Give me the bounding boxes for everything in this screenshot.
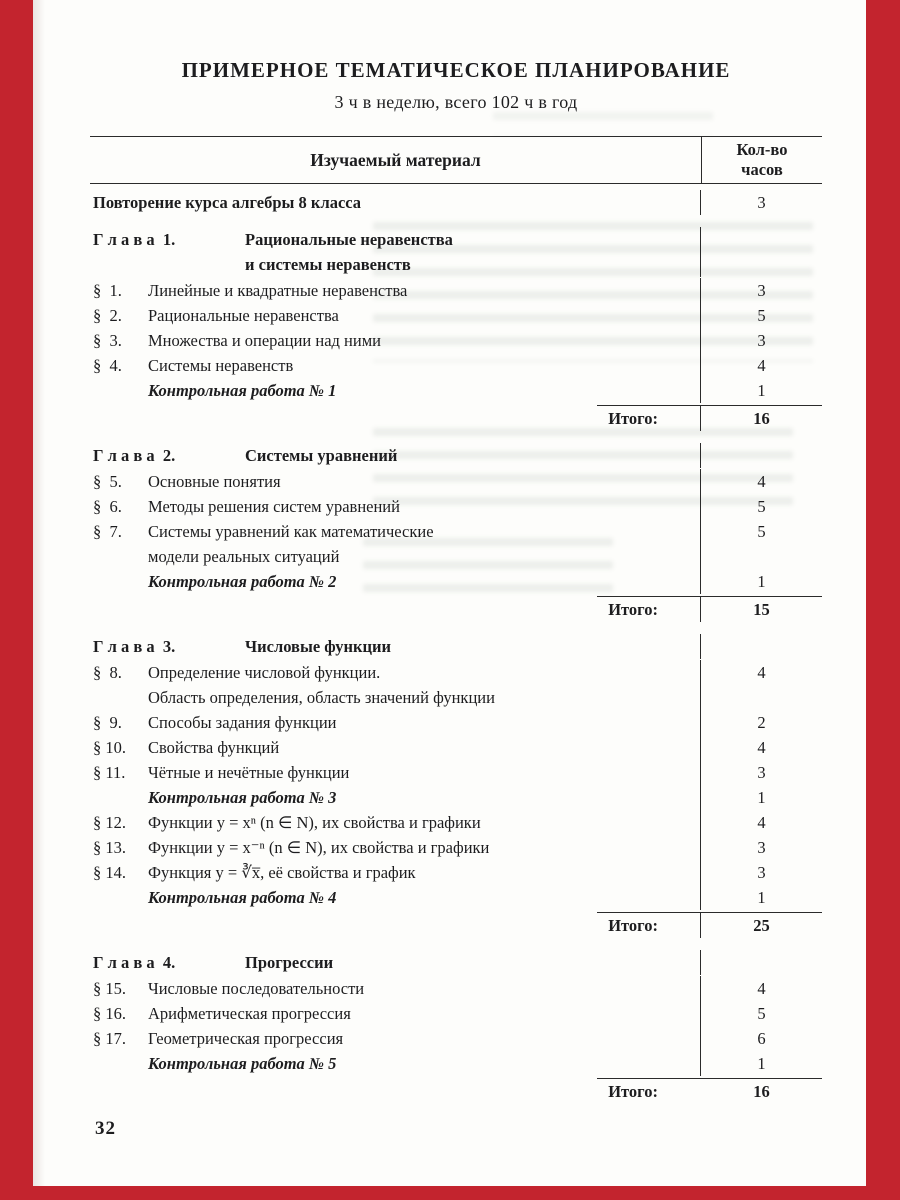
paragraph-number: § 17.	[93, 1029, 126, 1048]
paragraph-title-line: Функция y = ∛x̅, её свойства и график	[148, 863, 416, 882]
paragraph-number: § 1.	[93, 281, 122, 300]
paragraph-number: § 12.	[93, 813, 126, 832]
control-text: Контрольная работа № 2	[148, 572, 337, 591]
chapter-title-line: Прогрессии	[245, 953, 334, 972]
table-row	[90, 278, 822, 303]
paragraph-title	[148, 353, 694, 378]
row-hours	[700, 227, 822, 277]
row-content	[90, 569, 700, 594]
paragraph-title-line: Функции y = xⁿ (n ∈ N), их свойства и графики	[148, 813, 481, 832]
row-hours: 3	[700, 760, 822, 785]
paragraph-number: § 11.	[93, 763, 126, 782]
row-content	[90, 227, 700, 277]
table-row	[90, 885, 822, 910]
row-content	[90, 378, 700, 403]
row-content	[90, 353, 700, 378]
page-content	[90, 0, 822, 1107]
paragraph-title	[148, 810, 694, 835]
row-hours: 3	[700, 835, 822, 860]
paragraph-title-line: Системы неравенств	[148, 356, 294, 375]
row-hours: 4	[700, 976, 822, 1001]
row-hours: 3	[700, 328, 822, 353]
row-content	[90, 328, 700, 353]
row-hours: 15	[700, 597, 822, 622]
row-content	[90, 1001, 700, 1026]
table-row	[90, 760, 822, 785]
row-content	[90, 785, 700, 810]
paragraph-title-line: Множества и операции над ними	[148, 331, 381, 350]
row-hours: 16	[700, 406, 822, 431]
paragraph-number: § 4.	[93, 356, 122, 375]
row-hours: 3	[700, 860, 822, 885]
paragraph-number: § 5.	[93, 472, 122, 491]
total-text: Итого:	[608, 916, 658, 935]
header-material-label: Изучаемый материал	[310, 149, 481, 170]
row-content	[90, 660, 700, 710]
row-hours: 3	[700, 190, 822, 215]
total-text: Итого:	[608, 1082, 658, 1101]
book-page	[33, 0, 866, 1186]
paragraph-title	[148, 494, 694, 519]
control-text: Контрольная работа № 1	[148, 381, 337, 400]
paragraph-title	[148, 1001, 694, 1026]
table-row	[90, 190, 822, 215]
paragraph-title	[148, 710, 694, 735]
row-content	[90, 443, 700, 468]
total-text: Итого:	[608, 409, 658, 428]
row-content	[90, 190, 700, 215]
paragraph-title	[148, 660, 694, 710]
row-hours	[700, 950, 822, 975]
paragraph-number: § 3.	[93, 331, 122, 350]
table-row	[90, 569, 822, 594]
paragraph-title-line: Функции y = x⁻ⁿ (n ∈ N), их свойства и графики	[148, 838, 490, 857]
table-row	[90, 1079, 822, 1104]
row-content	[90, 278, 700, 303]
table-row	[90, 406, 822, 431]
table-row	[90, 227, 822, 277]
table-row	[90, 303, 822, 328]
row-hours: 1	[700, 885, 822, 910]
paragraph-number: § 16.	[93, 1004, 126, 1023]
row-hours: 4	[700, 810, 822, 835]
row-hours: 1	[700, 1051, 822, 1076]
row-hours: 25	[700, 913, 822, 938]
row-hours: 5	[700, 494, 822, 519]
table-row	[90, 785, 822, 810]
row-content	[90, 303, 700, 328]
row-content	[90, 634, 700, 659]
paragraph-title-line: Линейные и квадратные неравенства	[148, 281, 408, 300]
table-row	[90, 1051, 822, 1076]
control-text: Контрольная работа № 5	[148, 1054, 337, 1073]
chapter-title	[245, 227, 694, 277]
row-content	[90, 950, 700, 975]
paragraph-title-line: Свойства функций	[148, 738, 280, 757]
page-subtitle: 3 ч в неделю, всего 102 ч в год	[334, 92, 578, 112]
paragraph-title	[148, 303, 694, 328]
header-hours-label: Кол-во часов	[701, 137, 822, 183]
paragraph-title	[148, 1026, 694, 1051]
paragraph-title-line: модели реальных ситуаций	[148, 547, 340, 566]
row-content	[90, 1026, 700, 1051]
row-hours: 4	[700, 660, 822, 710]
heading-block	[90, 0, 822, 113]
row-hours: 1	[700, 785, 822, 810]
row-content	[90, 519, 700, 569]
chapter-label: Г л а в а 1.	[93, 230, 176, 249]
paragraph-title	[148, 278, 694, 303]
table-header	[90, 137, 822, 184]
table-row	[90, 810, 822, 835]
paragraph-title	[148, 976, 694, 1001]
row-content	[90, 835, 700, 860]
row-content	[90, 735, 700, 760]
section-text: Повторение курса алгебры 8 класса	[93, 193, 362, 212]
table-row	[90, 1026, 822, 1051]
paragraph-title-line: Методы решения систем уравнений	[148, 497, 400, 516]
paragraph-title-line: Числовые последовательности	[148, 979, 365, 998]
page-title: ПРИМЕРНОЕ ТЕМАТИЧЕСКОЕ ПЛАНИРОВАНИЕ	[181, 58, 731, 82]
chapter-label: Г л а в а 4.	[93, 953, 176, 972]
chapter-label: Г л а в а 2.	[93, 446, 176, 465]
table-row	[90, 597, 822, 622]
paragraph-number: § 10.	[93, 738, 126, 757]
paragraph-title-line: Чётные и нечётные функции	[148, 763, 350, 782]
total-text: Итого:	[608, 600, 658, 619]
paragraph-title	[148, 835, 694, 860]
table-row	[90, 494, 822, 519]
paragraph-title-line: Способы задания функции	[148, 713, 337, 732]
paragraph-number: § 9.	[93, 713, 122, 732]
paragraph-title	[148, 735, 694, 760]
paragraph-title-line: Геометрическая прогрессия	[148, 1029, 344, 1048]
row-content	[90, 1051, 700, 1076]
row-hours: 4	[700, 353, 822, 378]
paragraph-title-line: Системы уравнений как математические	[148, 522, 434, 541]
row-hours: 5	[700, 303, 822, 328]
row-content	[90, 976, 700, 1001]
paragraph-title-line: Рациональные неравенства	[148, 306, 339, 325]
row-content	[90, 469, 700, 494]
paragraph-number: § 15.	[93, 979, 126, 998]
row-content	[90, 885, 700, 910]
row-hours: 16	[753, 1082, 770, 1101]
row-hours: 6	[700, 1026, 822, 1051]
table-row	[90, 710, 822, 735]
table-row	[90, 469, 822, 494]
paragraph-number: § 2.	[93, 306, 122, 325]
row-content	[90, 406, 700, 431]
row-content	[90, 494, 700, 519]
row-hours: 3	[700, 278, 822, 303]
table-row	[90, 443, 822, 468]
row-hours: 2	[700, 710, 822, 735]
paragraph-number: § 14.	[93, 863, 126, 882]
table-row	[90, 735, 822, 760]
paragraph-title	[148, 519, 694, 569]
row-content	[90, 810, 700, 835]
table-row	[90, 378, 822, 403]
chapter-title	[245, 443, 694, 468]
paragraph-title-line: Арифметическая прогрессия	[148, 1004, 351, 1023]
paragraph-title	[148, 860, 694, 885]
table-row	[90, 634, 822, 659]
table-row	[90, 1001, 822, 1026]
chapter-title-line: и системы неравенств	[245, 255, 411, 274]
planning-table	[90, 136, 822, 1104]
paragraph-number: § 8.	[93, 663, 122, 682]
paragraph-title-line: Определение числовой функции.	[148, 663, 381, 682]
table-row	[90, 976, 822, 1001]
control-text: Контрольная работа № 3	[148, 788, 337, 807]
page-number: 32	[95, 1118, 116, 1139]
chapter-title-line: Рациональные неравенства	[245, 230, 453, 249]
row-content	[90, 860, 700, 885]
table-row	[90, 835, 822, 860]
control-text: Контрольная работа № 4	[148, 888, 337, 907]
row-hours: 1	[700, 378, 822, 403]
chapter-title	[245, 950, 694, 975]
row-hours: 1	[700, 569, 822, 594]
table-row	[90, 913, 822, 938]
table-row	[90, 860, 822, 885]
row-content	[90, 597, 700, 622]
table-body	[90, 190, 822, 1104]
table-row	[90, 950, 822, 975]
row-hours: 4	[700, 469, 822, 494]
chapter-label: Г л а в а 3.	[93, 637, 176, 656]
paragraph-number: § 7.	[93, 522, 122, 541]
paragraph-title-line: Основные понятия	[148, 472, 281, 491]
row-content	[90, 760, 700, 785]
paragraph-title	[148, 328, 694, 353]
paragraph-title-line: Область определения, область значений функции	[148, 688, 495, 707]
paragraph-title	[148, 760, 694, 785]
row-hours	[700, 443, 822, 468]
row-hours: 5	[700, 1001, 822, 1026]
table-row	[90, 328, 822, 353]
chapter-title	[245, 634, 694, 659]
paragraph-title	[148, 469, 694, 494]
table-row	[90, 660, 822, 710]
table-row	[90, 353, 822, 378]
row-hours: 5	[700, 519, 822, 569]
row-hours	[700, 634, 822, 659]
chapter-title-line: Системы уравнений	[245, 446, 398, 465]
row-hours: 4	[700, 735, 822, 760]
chapter-title-line: Числовые функции	[245, 637, 392, 656]
row-content	[90, 710, 700, 735]
table-row	[90, 519, 822, 569]
row-content	[90, 1079, 700, 1104]
paragraph-number: § 6.	[93, 497, 122, 516]
row-content	[90, 913, 700, 938]
paragraph-number: § 13.	[93, 838, 126, 857]
